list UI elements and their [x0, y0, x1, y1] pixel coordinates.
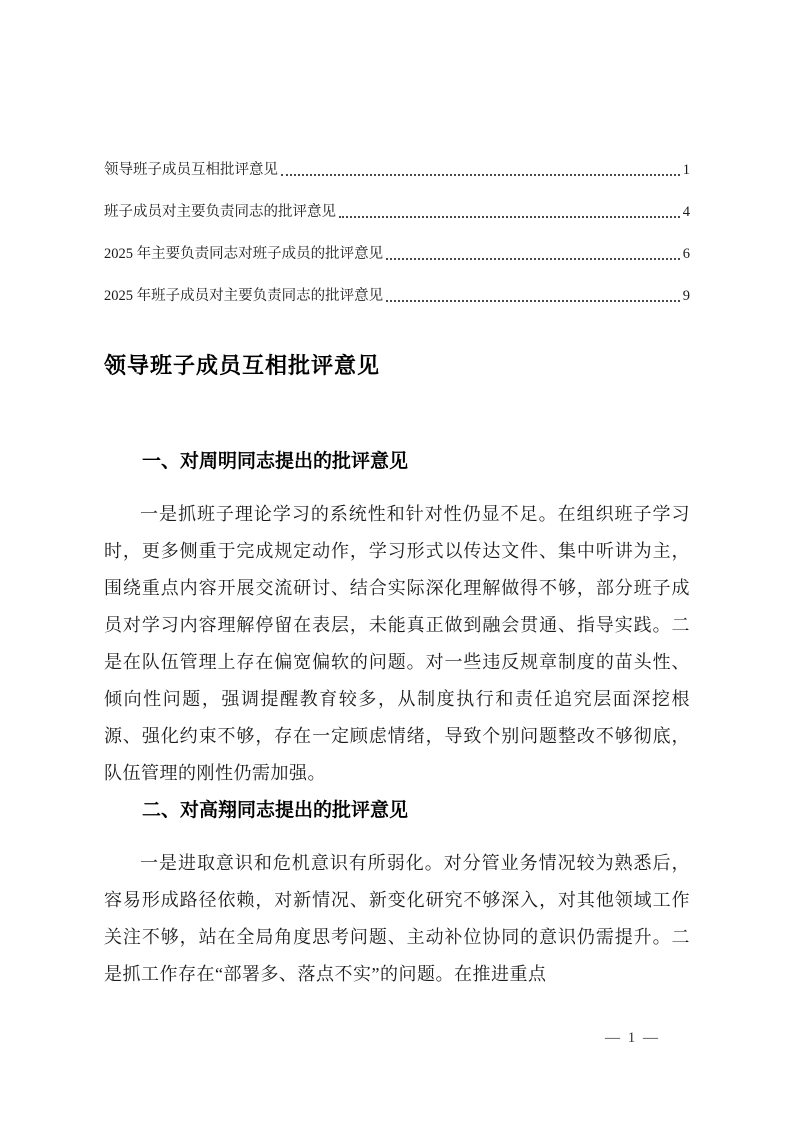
section-body-1: 一是抓班子理论学习的系统性和针对性仍显不足。在组织班子学习时，更多侧重于完成规定动作，学习形式以传达文件、集中听讲为主，围绕重点内容开展交流研讨、结合实际深化理解做得不够，部分班子成员对学习内容理解停留在表层，未能真正做到融会贯通、指导实践。二是在队伍管理上存在偏宽偏软的问题。对一些违反规章制度的苗头性、倾向性问题，强调提醒教育较多，从制度执行和责任追究层面深挖根源、强化约束不够，存在一定顾虑情绪，导致个别问题整改不够彻底，队伍管理的刚性仍需加强。: [104, 503, 690, 783]
toc-entry-title: 领导班子成员互相批评意见: [104, 162, 278, 178]
toc-entry[interactable]: [104, 160, 690, 180]
toc-entry[interactable]: [104, 244, 690, 264]
section-body-2: 一是进取意识和危机意识有所弱化。对分管业务情况较为熟悉后，容易形成路径依赖，对新情况、新变化研究不够深入，对其他领域工作关注不够，站在全局角度思考问题、主动补位协同的意识仍需提升。二是抓工作存在“部署多、落点不实”的问题。在推进重点: [104, 852, 690, 984]
toc-entry[interactable]: [104, 202, 690, 222]
toc-entry-page-number: 9: [682, 288, 690, 304]
toc-dot-leader: [386, 258, 680, 260]
section-heading-2: 二、对高翔同志提出的批评意见: [142, 799, 409, 821]
toc-dot-leader: [339, 216, 680, 218]
toc-entry-page-number: 1: [682, 162, 690, 178]
toc-dot-leader: [386, 300, 680, 302]
toc-entry-title: 2025 年班子成员对主要负责同志的批评意见: [104, 288, 384, 304]
toc-entry-page-number: 4: [682, 204, 690, 220]
table-of-contents: [104, 160, 690, 306]
toc-entry-title: 2025 年主要负责同志对班子成员的批评意见: [104, 246, 384, 262]
page-number: — 1 —: [605, 1030, 660, 1046]
document-title: 领导班子成员互相批评意见: [104, 353, 381, 378]
toc-entry[interactable]: [104, 286, 690, 306]
toc-entry-title: 班子成员对主要负责同志的批评意见: [104, 204, 336, 220]
toc-dot-leader: [281, 174, 680, 176]
section-heading-1: 一、对周明同志提出的批评意见: [142, 451, 409, 472]
toc-entry-page-number: 6: [682, 246, 690, 262]
